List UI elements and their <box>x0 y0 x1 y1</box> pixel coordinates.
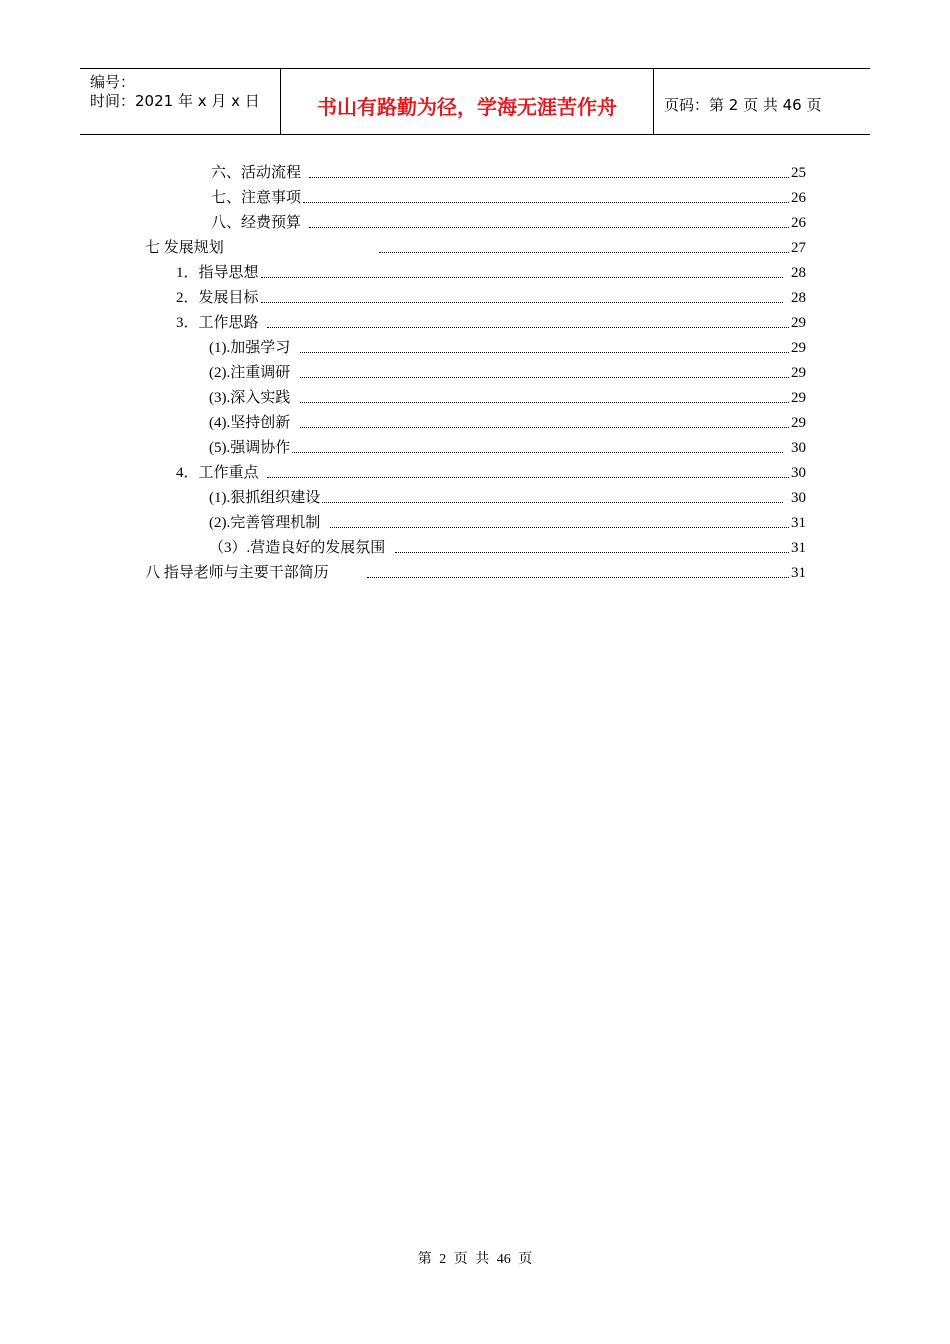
toc-entry-label: 七 发展规划 <box>145 240 224 256</box>
toc-entry[interactable] <box>176 460 806 482</box>
toc-entry[interactable] <box>211 210 806 232</box>
toc-entry[interactable] <box>209 510 806 532</box>
toc-entry[interactable] <box>145 560 806 582</box>
toc-entry[interactable] <box>145 235 806 257</box>
toc-entry-page: 29 <box>791 415 806 431</box>
toc-entry-page: 31 <box>791 565 806 581</box>
toc-leader-dots <box>300 402 789 403</box>
toc-leader-dots <box>330 527 789 528</box>
toc-leader-dots <box>300 427 789 428</box>
header-motto-cell <box>281 69 654 134</box>
header-meta-cell <box>80 69 281 134</box>
toc-entry-label: 八 指导老师与主要干部简历 <box>145 565 329 581</box>
toc-entry-page: 29 <box>791 390 806 406</box>
toc-leader-dots <box>322 502 783 503</box>
toc-entry-label: 2．发展目标 <box>176 290 259 306</box>
toc-entry-page: 26 <box>791 215 806 231</box>
toc-leader-dots <box>379 252 789 253</box>
toc-leader-dots <box>309 227 789 228</box>
toc-entry[interactable] <box>209 360 806 382</box>
toc-entry[interactable] <box>209 410 806 432</box>
toc-leader-dots <box>300 352 789 353</box>
toc-entry-label: 八、经费预算 <box>211 215 302 231</box>
toc-entry-label: (2).完善管理机制 <box>209 515 321 531</box>
toc-leader-dots <box>267 327 789 328</box>
toc-entry-page: 30 <box>791 465 806 481</box>
header-page-info: 页码：第 2 页 共 46 页 <box>664 96 822 114</box>
toc-leader-dots <box>292 452 783 453</box>
toc-entry-label: 1．指导思想 <box>176 265 259 281</box>
toc-entry-page: 29 <box>791 365 806 381</box>
toc-leader-dots <box>367 577 789 578</box>
toc-entry[interactable] <box>176 310 806 332</box>
toc-entry-label: (4).坚持创新 <box>209 415 291 431</box>
page-footer: 第 2 页 共 46 页 <box>417 1252 533 1267</box>
toc-leader-dots <box>261 302 783 303</box>
toc-entry-label: 3．工作思路 <box>176 315 259 331</box>
toc-entry-page: 30 <box>791 440 806 456</box>
toc-leader-dots <box>395 552 789 553</box>
toc-leader-dots <box>267 477 789 478</box>
toc-entry-page: 30 <box>791 490 806 506</box>
toc-entry-label: 六、活动流程 <box>211 165 302 181</box>
toc-entry-page: 31 <box>791 540 806 556</box>
toc-entry-page: 28 <box>791 290 806 306</box>
toc-entry-label: (2).注重调研 <box>209 365 291 381</box>
toc-entry[interactable] <box>209 385 806 407</box>
document-date-label: 时间：2021 年 x 月 x 日 <box>90 92 260 110</box>
toc-entry-page: 25 <box>791 165 806 181</box>
header-motto: 书山有路勤为径，学海无涯苦作舟 <box>317 95 617 119</box>
toc-entry[interactable] <box>211 185 806 207</box>
toc-entry-page: 29 <box>791 340 806 356</box>
toc-entry-page: 27 <box>791 240 806 256</box>
toc-entry-label: 4．工作重点 <box>176 465 259 481</box>
toc-entry-page: 26 <box>791 190 806 206</box>
toc-entry-page: 28 <box>791 265 806 281</box>
toc-leader-dots <box>300 377 789 378</box>
header-page-cell <box>654 69 870 134</box>
toc-entry-page: 29 <box>791 315 806 331</box>
toc-entry-label: 七、注意事项 <box>211 190 302 206</box>
toc-entry-label: （3）.营造良好的发展氛围 <box>209 540 386 556</box>
toc-leader-dots <box>309 177 789 178</box>
toc-entry[interactable] <box>209 335 806 357</box>
toc-leader-dots <box>303 202 789 203</box>
page-header <box>80 68 870 135</box>
toc-entry-label: (3).深入实践 <box>209 390 291 406</box>
toc-entry[interactable] <box>209 435 806 457</box>
toc-entry-label: (1).加强学习 <box>209 340 291 356</box>
toc-entry-label: (1).狠抓组织建设 <box>209 490 321 506</box>
toc-entry-page: 31 <box>791 515 806 531</box>
toc-entry[interactable] <box>209 485 806 507</box>
document-number-label: 编号： <box>90 73 136 91</box>
toc-entry[interactable] <box>176 260 806 282</box>
toc-entry[interactable] <box>209 535 806 557</box>
toc-leader-dots <box>261 277 783 278</box>
toc-entry-label: (5).强调协作 <box>209 440 291 456</box>
toc-entry[interactable] <box>211 160 806 182</box>
toc-entry[interactable] <box>176 285 806 307</box>
